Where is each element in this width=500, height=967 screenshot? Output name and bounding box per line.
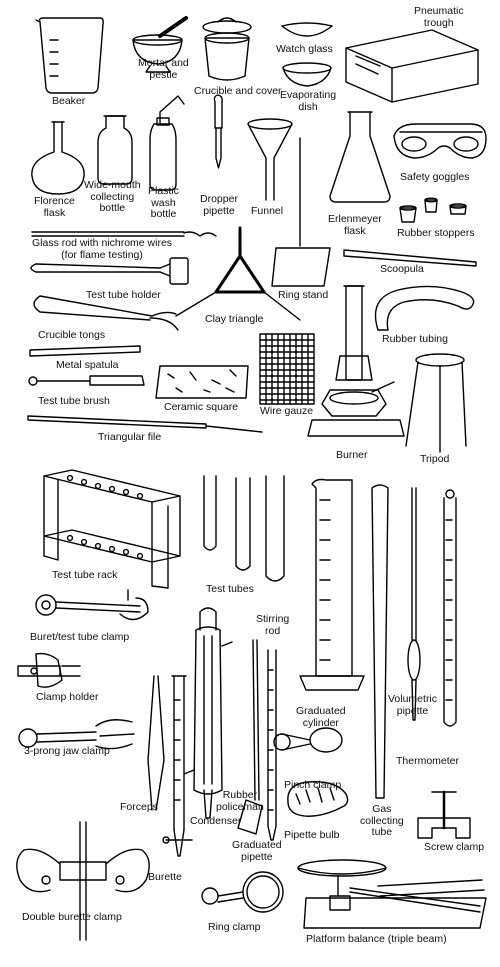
safety-goggles-icon: [394, 124, 486, 158]
platform-balance-icon: [298, 860, 486, 928]
gas-collecting-tube-icon: [372, 485, 388, 798]
label-mortar-and-pestle: Mortar and pestle: [138, 57, 189, 81]
label-double-burette-clamp: Double burette clamp: [22, 911, 122, 923]
wash-bottle-icon: [150, 96, 184, 190]
rubber-tubing-icon: [376, 286, 474, 330]
buret-test-tube-clamp-icon: [36, 590, 148, 620]
label-pinch-clamp: Pinch clamp: [284, 779, 342, 791]
label-beaker: Beaker: [52, 95, 86, 107]
burner-icon: [308, 286, 404, 436]
label-dropper-pipette: Dropper pipette: [200, 193, 238, 217]
label-condenser: Condenser: [190, 815, 242, 827]
evaporating-dish-icon: [283, 63, 331, 86]
label-forceps: Forceps: [120, 801, 158, 813]
label-glass-rod-nichrome: Glass rod with nichrome wires (for flame testing): [32, 237, 173, 261]
label-watch-glass: Watch glass: [276, 43, 333, 55]
metal-spatula-icon: [30, 346, 140, 356]
beaker-icon: [36, 18, 103, 93]
label-triangular-file: Triangular file: [98, 431, 162, 443]
burette-icon: [163, 676, 192, 856]
label-wide-mouth-bottle: Wide-mouth collecting bottle: [84, 179, 141, 214]
screw-clamp-icon: [418, 792, 470, 838]
label-rubber-policeman: Rubber policeman: [216, 789, 264, 813]
label-test-tube-holder: Test tube holder: [86, 289, 161, 301]
label-ring-clamp: Ring clamp: [208, 921, 261, 933]
test-tube-brush-icon: [29, 376, 144, 385]
label-tripod: Tripod: [420, 453, 450, 465]
clamp-holder-icon: [18, 654, 80, 688]
label-pneumatic-trough: Pneumatic trough: [414, 5, 464, 29]
label-platform-balance: Platform balance (triple beam): [306, 933, 447, 945]
label-evaporating-dish: Evaporating dish: [280, 89, 337, 113]
label-clay-triangle: Clay triangle: [205, 313, 264, 325]
label-volumetric-pipette: Volumetric pipette: [388, 693, 438, 717]
label-burner: Burner: [336, 449, 368, 461]
florence-flask-icon: [32, 122, 84, 194]
label-ceramic-square: Ceramic square: [164, 401, 239, 413]
volumetric-pipette-icon: [408, 488, 420, 720]
label-safety-goggles: Safety goggles: [400, 171, 470, 183]
label-wire-gauze: Wire gauze: [260, 405, 314, 417]
label-clamp-holder: Clamp holder: [36, 691, 99, 703]
label-scoopula: Scoopula: [380, 263, 424, 275]
test-tube-holder-icon: [31, 258, 188, 284]
condenser-icon: [184, 608, 232, 818]
label-stirring-rod: Stirring rod: [256, 613, 290, 637]
test-tubes-icon: [204, 476, 284, 581]
label-crucible-and-cover: Crucible and cover: [194, 85, 282, 97]
label-rubber-stoppers: Rubber stoppers: [397, 227, 475, 239]
erlenmeyer-flask-icon: [330, 112, 390, 202]
crucible-and-cover-icon: [203, 18, 251, 80]
label-rubber-tubing: Rubber tubing: [382, 333, 448, 345]
label-graduated-cylinder: Graduated cylinder: [296, 705, 346, 729]
label-wash-bottle: Plastic wash bottle: [148, 185, 179, 220]
label-gas-collecting-tube: Gas collecting tube: [360, 803, 404, 838]
label-test-tube-brush: Test tube brush: [38, 395, 110, 407]
stirring-rod-icon: [253, 640, 259, 800]
label-burette: Burette: [148, 871, 182, 883]
label-metal-spatula: Metal spatula: [56, 359, 119, 371]
tripod-icon: [406, 354, 466, 452]
forceps-icon: [148, 676, 164, 810]
label-test-tube-rack: Test tube rack: [52, 569, 118, 581]
pneumatic-trough-icon: [346, 30, 478, 102]
thermometer-icon: [444, 490, 456, 726]
ring-clamp-icon: [202, 872, 283, 912]
watch-glass-icon: [282, 23, 332, 36]
label-graduated-pipette: Graduated pipette: [232, 839, 282, 863]
ceramic-square-icon: [156, 366, 248, 398]
label-florence-flask: Florence flask: [34, 195, 75, 219]
clay-triangle-icon: [176, 228, 300, 320]
graduated-cylinder-icon: [300, 480, 364, 691]
rubber-stoppers-icon: [400, 198, 466, 222]
label-test-tubes: Test tubes: [206, 583, 254, 595]
triangular-file-icon: [28, 416, 262, 432]
label-three-prong-jaw-clamp: 3-prong jaw clamp: [24, 745, 110, 757]
label-thermometer: Thermometer: [396, 755, 460, 767]
funnel-icon: [248, 119, 292, 200]
label-buret-clamp: Buret/test tube clamp: [30, 631, 130, 643]
label-funnel: Funnel: [251, 205, 284, 217]
label-pipette-bulb: Pipette bulb: [284, 829, 340, 841]
wire-gauze-icon: [260, 334, 314, 404]
label-erlenmeyer-flask: Erlenmeyer flask: [328, 213, 382, 237]
pinch-clamp-icon: [274, 728, 342, 752]
wide-mouth-bottle-icon: [98, 116, 132, 184]
label-ring-stand: Ring stand: [278, 289, 329, 301]
dropper-pipette-icon: [214, 95, 222, 168]
label-crucible-tongs: Crucible tongs: [38, 329, 106, 341]
glass-rod-nichrome-icon: [32, 232, 216, 236]
label-screw-clamp: Screw clamp: [424, 841, 485, 853]
